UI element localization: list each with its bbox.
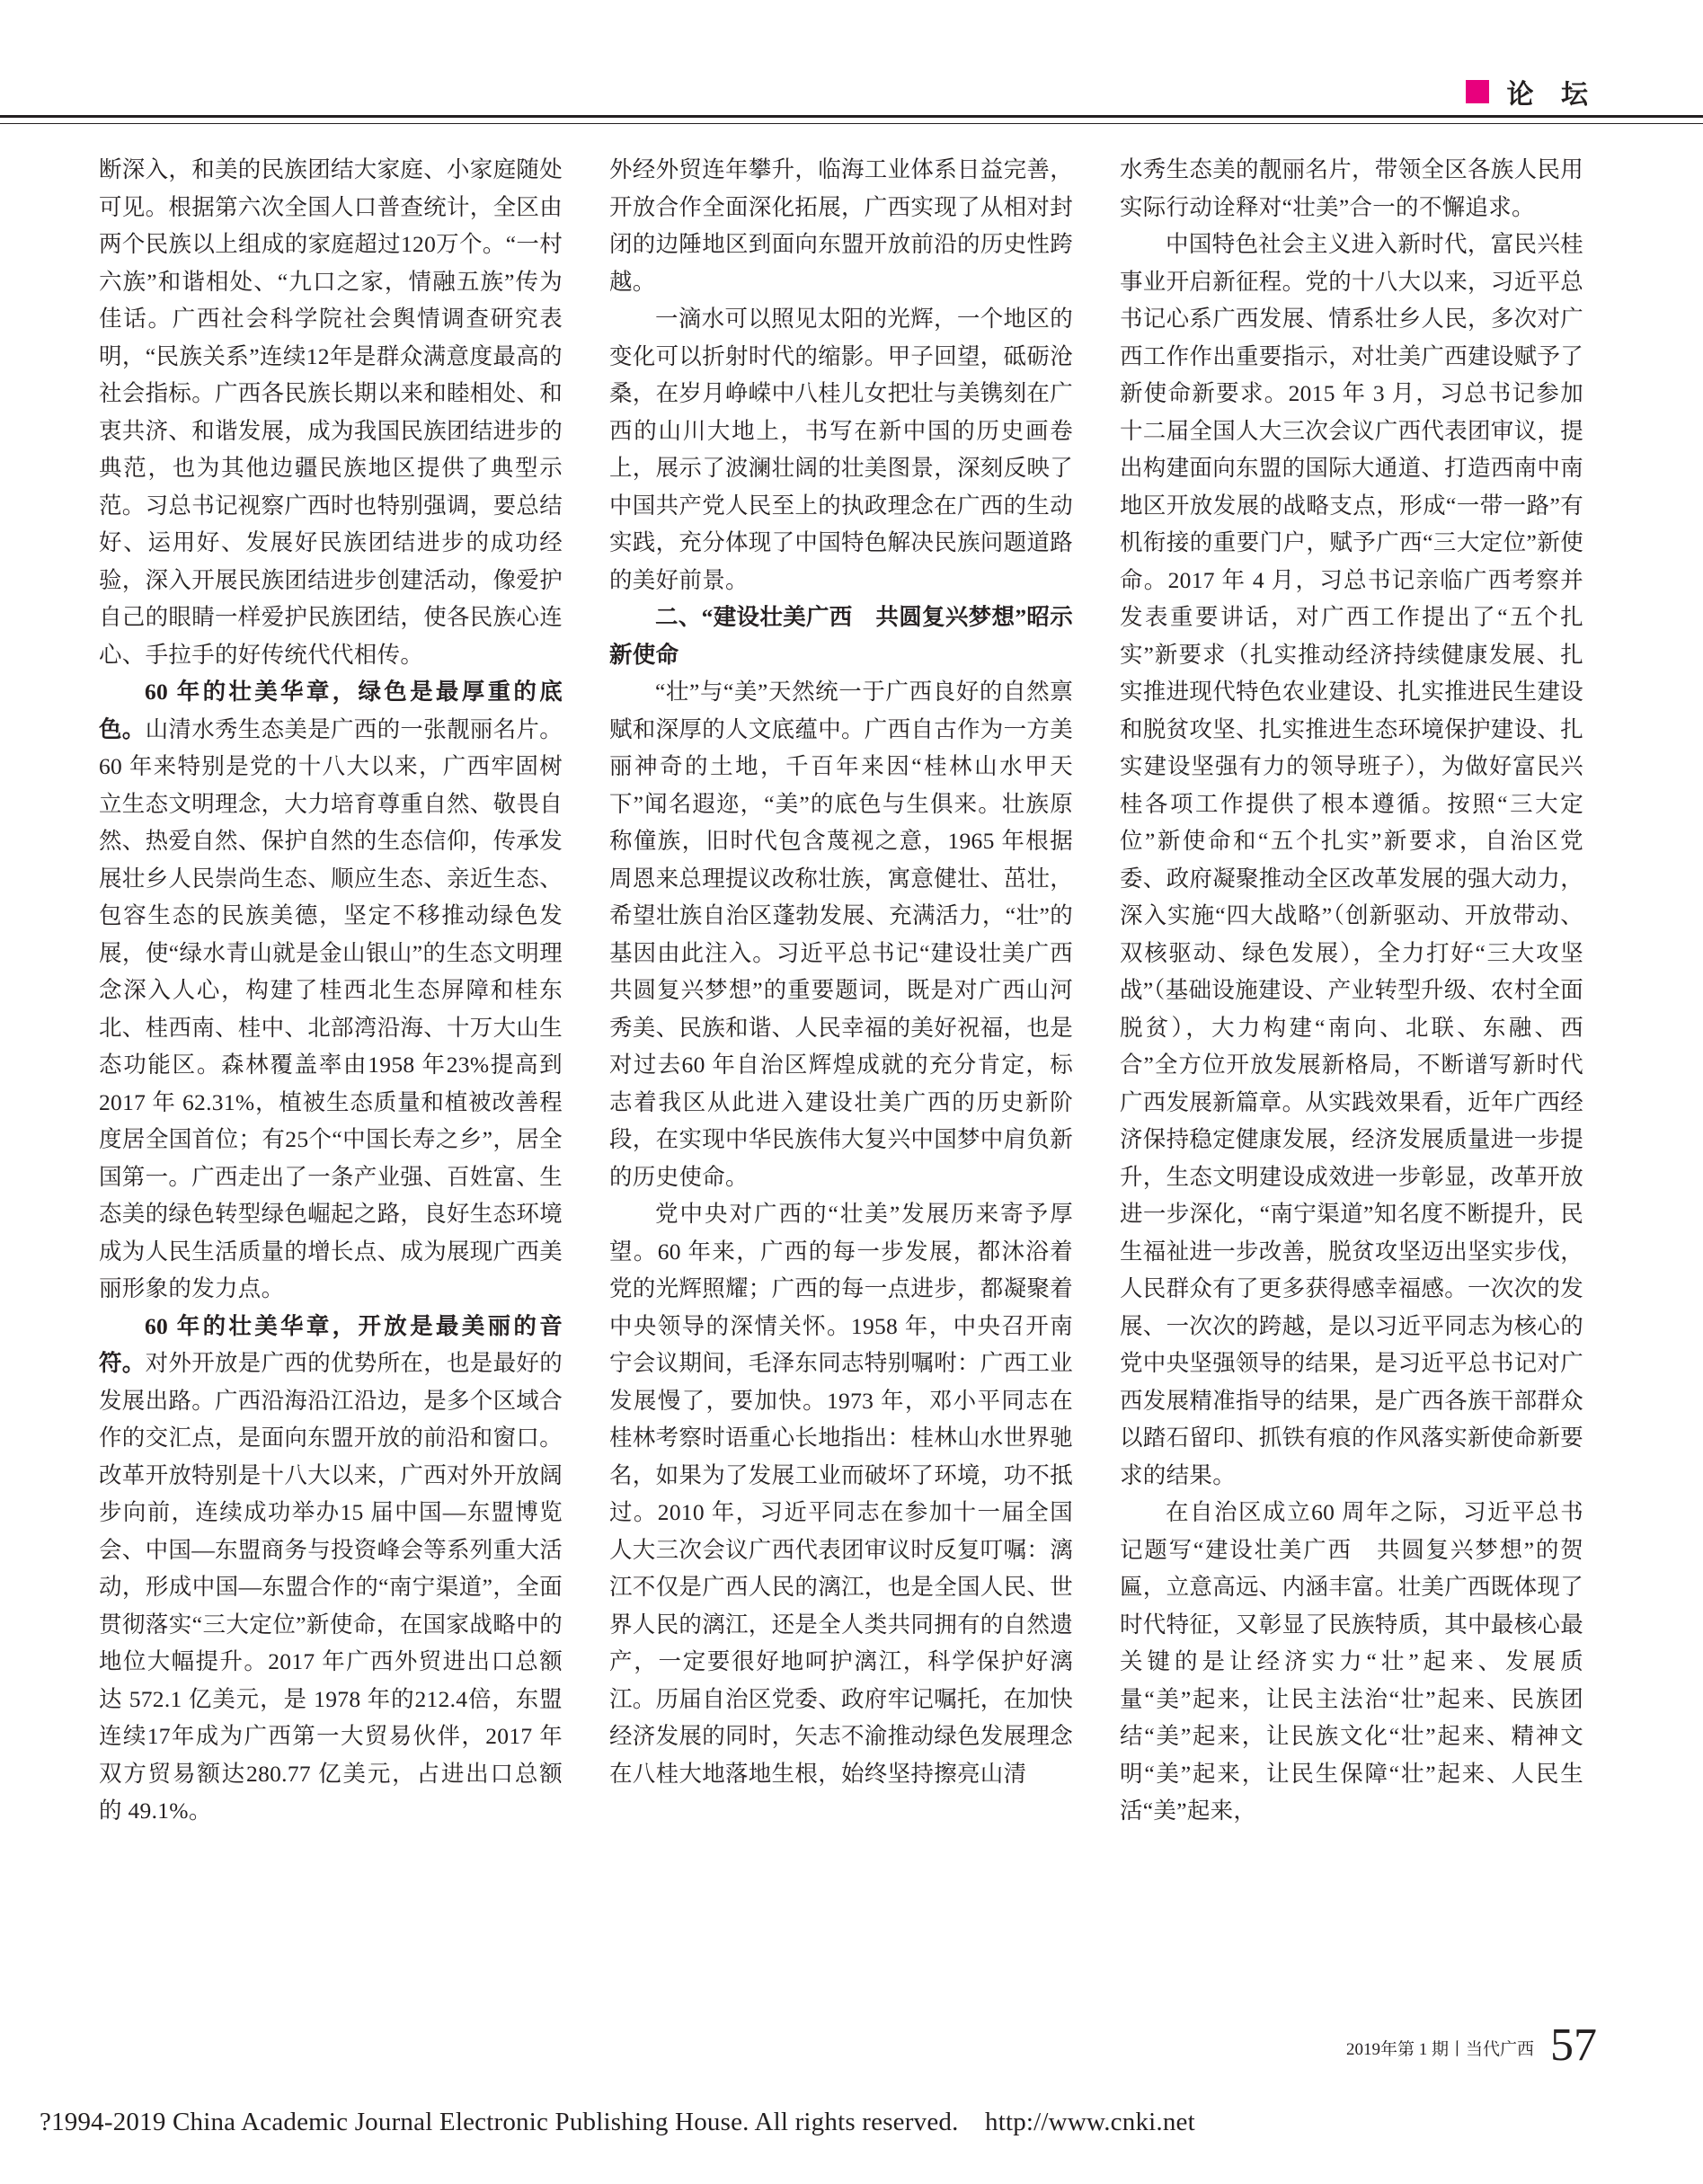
section-heading: 二、“建设壮美广西 共圆复兴梦想”昭示新使命 — [609, 604, 1073, 668]
paragraph: 水秀生态美的靓丽名片，带领全区各族人民用实际行动诠释对“壮美”合一的不懈追求。 — [1120, 156, 1584, 220]
paragraph-lead: 60 年的壮美华章，绿色是最厚重的底色。 — [99, 679, 563, 742]
paragraph: 断深入，和美的民族团结大家庭、小家庭随处可见。根据第六次全国人口普查统计，全区由两个民族以上组成的家庭超过120万个。“一村六族”和谐相处、“九口之家，情融五族”传为佳话。广西社会科学院社会舆情调查研究表明，“民族关系”连续12年是群众满意度最高的社会指标。广西各民族长期以来和睦相处、和衷共济、和谐发展，成为我国民族团结进步的典范，也为其他边疆民族地区提供了典型示范。习总书记视察广西时也特别强调，要总结好、运用好、发展好民族团结进步的成功经验，深入开展民族团结进步创建活动，像爱护自己的眼睛一样爱护民族团结，使各民族心连心、手拉手的好传统代代相传。 — [99, 156, 563, 668]
page-footer — [1346, 2022, 1597, 2069]
paragraph-lead: 60 年的壮美华章，开放是最美丽的音符。 — [99, 1312, 563, 1376]
cnki-url: http://www.cnki.net — [985, 2108, 1195, 2136]
issue-info: 2019年第 1 期丨当代广西 — [1345, 2040, 1534, 2059]
article-body — [99, 151, 1601, 2020]
paragraph: 中国特色社会主义进入新时代，富民兴桂事业开启新征程。党的十八大以来，习近平总书记心系广西发展、情系壮乡人民，多次对广西工作作出重要指示，对壮美广西建设赋予了新使命新要求。2015 年 3 月，习总书记参加十二届全国人大三次会议广西代表团审议，提出构建面向东盟的国际大通道、打造西南中南地区开放发展的战略支点，形成“一带一路”有机衔接的重要门户，赋予广西“三大定位”新使命。2017 年 4 月，习总书记亲临广西考察并发表重要讲话，对广西工作提出了“五个扎实”新要求（扎实推动经济持续健康发展、扎实推进现代特色农业建设、扎实推进民生建设和脱贫攻坚、扎实推进生态环境保护建设、扎实建设坚强有力的领导班子），为做好富民兴桂各项工作提供了根本遵循。按照“三大定位”新使命和“五个扎实”新要求，自治区党委、政府凝聚推动全区改革发展的强大动力，深入实施“四大战略”（创新驱动、开放带动、双核驱动、绿色发展），全力打好“三大攻坚战”（基础设施建设、产业转型升级、农村全面脱贫），大力构建“南向、北联、东融、西合”全方位开放发展新格局，不断谱写新时代广西发展新篇章。从实践效果看，近年广西经济保持稳定健康发展，经济发展质量进一步提升，生态文明建设成效进一步彰显，改革开放进一步深化，“南宁渠道”知名度不断提升，民生福祉进一步改善，脱贫攻坚迈出坚实步伐，人民群众有了更多获得感幸福感。一次次的发展、一次次的跨越，是以习近平同志为核心的党中央坚强领导的结果，是习近平总书记对广西发展精准指导的结果，是广西各族干部群众以踏石留印、抓铁有痕的作风落实新使命新要求的结果。 — [1120, 231, 1584, 1488]
page-header-label — [1466, 72, 1597, 111]
paragraph — [99, 1308, 563, 1830]
column-1 — [99, 151, 563, 2020]
paragraph: 在自治区成立60 周年之际，习近平总书记题写“建设壮美广西 共圆复兴梦想”的贺匾，立意高远、内涵丰富。壮美广西既体现了时代特征，又彰显了民族特质，其中最核心最关键的是让经济实力“壮”起来、发展质量“美”起来，让民主法治“壮”起来、民族团结“美”起来，让民族文化“壮”起来、精神文明“美”起来，让民生保障“壮”起来、人民生活“美”起来， — [1120, 1499, 1584, 1824]
copyright-notice — [40, 2108, 1195, 2137]
paragraph — [99, 673, 563, 1308]
header-rule — [0, 115, 1703, 124]
paragraph: 外经外贸连年攀升，临海工业体系日益完善，开放合作全面深化拓展，广西实现了从相对封闭的边陲地区到面向东盟开放前沿的历史性跨越。 — [609, 156, 1074, 295]
page-number: 57 — [1550, 2020, 1597, 2071]
paragraph-text: 对外开放是广西的优势所在，也是最好的发展出路。广西沿海沿江沿边，是多个区域合作的交汇点，是面向东盟开放的前沿和窗口。改革开放特别是十八大以来，广西对外开放阔步向前，连续成功举办15 届中国—东盟博览会、中国—东盟商务与投资峰会等系列重大活动，形成中国—东盟合作的“南宁渠道”，全面贯彻落实“三大定位”新使命，在国家战略中的地位大幅提升。2017 年广西外贸进出口总额达 572.1 亿美元，是 1978 年的212.4倍，东盟连续17年成为广西第一大贸易伙伴，2017 年双方贸易额达280.77 亿美元，占进出口总额的 49.1%。 — [99, 1350, 563, 1824]
copyright-text: ?1994-2019 China Academic Journal Electronic Publishing House. All rights reserved. — [40, 2108, 959, 2136]
section-title: 论 坛 — [1506, 79, 1597, 111]
paragraph: 一滴水可以照见太阳的光辉，一个地区的变化可以折射时代的缩影。甲子回望，砥砺沧桑，在岁月峥嵘中八桂儿女把壮与美镌刻在广西的山川大地上，书写在新中国的历史画卷上，展示了波澜壮阔的壮美图景，深刻反映了中国共产党人民至上的执政理念在广西的生动实践，充分体现了中国特色解决民族问题道路的美好前景。 — [609, 306, 1074, 593]
column-3 — [1120, 151, 1583, 2020]
square-marker-icon — [1466, 80, 1489, 103]
paragraph-text: 山清水秀生态美是广西的一张靓丽名片。60 年来特别是党的十八大以来，广西牢固树立生态文明理念，大力培育尊重自然、敬畏自然、热爱自然、保护自然的生态信仰，传承发展壮乡人民崇尚生态、顺应生态、亲近生态、包容生态的民族美德，坚定不移推动绿色发展，使“绿水青山就是金山银山”的生态文明理念深入人心，构建了桂西北生态屏障和桂东北、桂西南、桂中、北部湾沿海、十万大山生态功能区。森林覆盖率由1958 年23%提高到 2017 年 62.31%，植被生态质量和植被改善程度居全国首位；有25个“中国长寿之乡”，居全国第一。广西走出了一条产业强、百姓富、生态美的绿色转型绿色崛起之路，良好生态环境成为人民生活质量的增长点、成为展现广西美丽形象的发力点。 — [99, 715, 563, 1301]
paragraph: “壮”与“美”天然统一于广西良好的自然禀赋和深厚的人文底蕴中。广西自古作为一方美丽神奇的土地，千百年来因“桂林山水甲天下”闻名遐迩，“美”的底色与生俱来。壮族原称僮族，旧时代包含蔑视之意，1965 年根据周恩来总理提议改称壮族，寓意健壮、茁壮，希望壮族自治区蓬勃发展、充满活力，“壮”的基因由此注入。习近平总书记“建设壮美广西 共圆复兴梦想”的重要题词，既是对广西山河秀美、民族和谐、人民幸福的美好祝福，也是对过去60 年自治区辉煌成就的充分肯定，标志着我区从此进入建设壮美广西的历史新阶段，在实现中华民族伟大复兴中国梦中肩负新的历史使命。 — [609, 679, 1096, 1190]
column-2 — [609, 151, 1096, 2020]
paragraph: 党中央对广西的“壮美”发展历来寄予厚望。60 年来，广西的每一步发展，都沐浴着党的光辉照耀；广西的每一点进步，都凝聚着中央领导的深情关怀。1958 年，中央召开南宁会议期间，毛泽东同志特别嘱咐：广西工业发展慢了，要加快。1973 年，邓小平同志在桂林考察时语重心长地指出：桂林山水世界驰名，如果为了发展工业而破坏了环境，功不抵过。2010 年，习近平同志在参加十一届全国人大三次会议广西代表团审议时反复叮嘱：漓江不仅是广西人民的漓江，也是全国人民、世界人民的漓江，还是全人类共同拥有的自然遗产，一定要很好地呵护漓江，科学保护好漓江。历届自治区党委、政府牢记嘱托，在加快经济发展的同时，矢志不渝推动绿色发展理念在八桂大地落地生根，始终坚持擦亮山清 — [609, 1201, 1074, 1787]
